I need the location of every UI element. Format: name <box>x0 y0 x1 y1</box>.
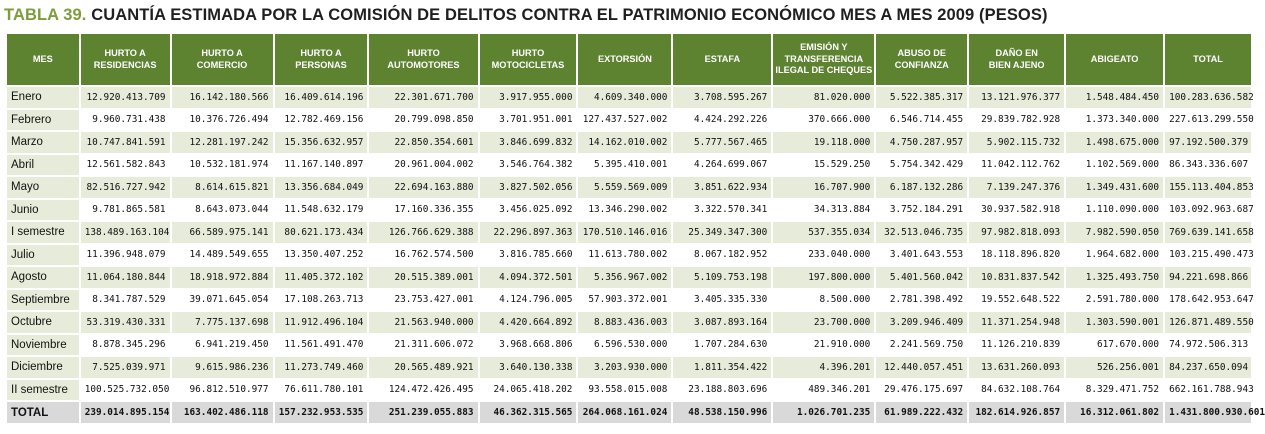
value-cell: 5.109.753.198 <box>673 267 771 288</box>
value-cell: 11.548.632.179 <box>275 200 368 221</box>
value-cell: 15.529.250 <box>773 155 874 176</box>
value-cell: 34.313.884 <box>773 200 874 221</box>
column-header-line: CONFIANZA <box>894 59 949 70</box>
value-cell: 4.124.796.005 <box>480 290 577 311</box>
column-header-line: DAÑO EN <box>995 48 1038 58</box>
table-body <box>7 87 1265 423</box>
value-cell: 8.341.787.529 <box>81 290 170 311</box>
value-cell: 22.850.354.601 <box>369 132 477 153</box>
column-header <box>369 34 477 85</box>
value-cell: 2.781.398.492 <box>876 290 967 311</box>
value-cell: 3.917.955.000 <box>480 87 577 108</box>
value-cell: 25.349.347.300 <box>673 222 771 243</box>
value-cell: 86.343.336.607 <box>1165 155 1251 176</box>
value-cell: 8.329.471.752 <box>1066 380 1163 401</box>
value-cell: 8.500.000 <box>773 290 874 311</box>
value-cell: 769.639.141.658 <box>1165 222 1251 243</box>
value-cell: 3.851.622.934 <box>673 177 771 198</box>
value-cell: 178.642.953.647 <box>1165 290 1251 311</box>
value-cell: 13.350.407.252 <box>275 245 368 266</box>
value-cell: 8.614.615.821 <box>172 177 273 198</box>
value-cell: 103.092.963.687 <box>1165 200 1251 221</box>
value-cell: 22.694.163.880 <box>369 177 477 198</box>
value-cell: 18.118.896.820 <box>969 245 1064 266</box>
value-cell: 127.437.527.002 <box>578 110 671 131</box>
value-cell: 15.356.632.957 <box>275 132 368 153</box>
value-cell: 5.522.385.317 <box>876 87 967 108</box>
column-header-line: PERSONAS <box>295 59 347 70</box>
value-cell: 20.799.098.850 <box>369 110 477 131</box>
value-cell: 23.753.427.001 <box>369 290 477 311</box>
value-cell: 16.409.614.196 <box>275 87 368 108</box>
value-cell: 3.708.595.267 <box>673 87 771 108</box>
value-cell: 617.670.000 <box>1066 335 1163 356</box>
value-cell: 3.203.930.000 <box>578 357 671 378</box>
table-number: TABLA 39. <box>4 6 87 24</box>
column-header-line: ESTAFA <box>704 53 741 64</box>
value-cell: 20.961.004.002 <box>369 155 477 176</box>
value-cell: 14.489.549.655 <box>172 245 273 266</box>
value-cell: 12.782.469.156 <box>275 110 368 131</box>
value-cell: 3.816.785.660 <box>480 245 577 266</box>
value-cell: 3.546.764.382 <box>480 155 577 176</box>
total-value-cell: 16.312.061.802 <box>1066 402 1163 423</box>
column-header-line: ILEGAL DE CHEQUES <box>775 65 873 76</box>
column-header <box>673 34 771 85</box>
column-header-line: MES <box>32 53 53 64</box>
value-cell: 74.972.506.313 <box>1165 335 1251 356</box>
table-row <box>7 177 1251 198</box>
total-value-cell: 251.239.055.883 <box>369 402 477 423</box>
month-cell: Marzo <box>7 132 79 153</box>
value-cell: 11.273.749.460 <box>275 357 368 378</box>
month-cell: Julio <box>7 245 79 266</box>
value-cell: 4.609.340.000 <box>578 87 671 108</box>
table-caption: CUANTÍA ESTIMADA POR LA COMISIÓN DE DELITOS CONTRA EL PATRIMONIO ECONÓMICO MES A MES 2009 (PESOS) <box>91 6 1048 24</box>
value-cell: 11.371.254.948 <box>969 312 1064 333</box>
value-cell: 16.762.574.500 <box>369 245 477 266</box>
value-cell: 5.395.410.001 <box>578 155 671 176</box>
column-header-line: EXTORSIÓN <box>597 53 652 64</box>
value-cell: 23.188.803.696 <box>673 380 771 401</box>
column-header-line: COMERCIO <box>196 59 248 70</box>
column-header <box>275 34 368 85</box>
value-cell: 1.325.493.750 <box>1066 267 1163 288</box>
column-header <box>7 34 79 85</box>
value-cell: 4.396.201 <box>773 357 874 378</box>
value-cell: 8.643.073.044 <box>172 200 273 221</box>
value-cell: 19.552.648.522 <box>969 290 1064 311</box>
table-row <box>7 380 1251 401</box>
table-title <box>4 2 1048 28</box>
value-cell: 11.064.180.844 <box>81 267 170 288</box>
total-value-cell: 157.232.953.535 <box>275 402 368 423</box>
column-header-line: ABIGEATO <box>1090 53 1139 64</box>
value-cell: 9.615.986.236 <box>172 357 273 378</box>
value-cell: 97.982.818.093 <box>969 222 1064 243</box>
value-cell: 96.812.510.977 <box>172 380 273 401</box>
total-value-cell: 163.402.486.118 <box>172 402 273 423</box>
total-value-cell: 1.431.800.930.601 <box>1165 402 1251 423</box>
total-row <box>7 402 1251 423</box>
month-cell: I semestre <box>7 222 79 243</box>
total-value-cell: 1.026.701.235 <box>773 402 874 423</box>
value-cell: 16.142.180.566 <box>172 87 273 108</box>
value-cell: 124.472.426.495 <box>369 380 477 401</box>
value-cell: 53.319.430.331 <box>81 312 170 333</box>
month-cell: Febrero <box>7 110 79 131</box>
value-cell: 11.561.491.470 <box>275 335 368 356</box>
column-header <box>773 34 874 85</box>
value-cell: 22.296.897.363 <box>480 222 577 243</box>
column-header-line: TOTAL <box>1193 53 1223 64</box>
value-cell: 6.187.132.286 <box>876 177 967 198</box>
value-cell: 11.396.948.079 <box>81 245 170 266</box>
value-cell: 19.118.000 <box>773 132 874 153</box>
column-header <box>81 34 170 85</box>
month-cell: Abril <box>7 155 79 176</box>
value-cell: 24.065.418.202 <box>480 380 577 401</box>
column-header-line: HURTO <box>511 48 545 58</box>
value-cell: 7.139.247.376 <box>969 177 1064 198</box>
value-cell: 3.401.643.553 <box>876 245 967 266</box>
column-header-line: BIEN AJENO <box>988 59 1045 70</box>
value-cell: 82.516.727.942 <box>81 177 170 198</box>
value-cell: 9.781.865.581 <box>81 200 170 221</box>
value-cell: 20.565.489.921 <box>369 357 477 378</box>
value-cell: 3.701.951.001 <box>480 110 577 131</box>
value-cell: 97.192.500.379 <box>1165 132 1251 153</box>
month-cell: Mayo <box>7 177 79 198</box>
value-cell: 170.510.146.016 <box>578 222 671 243</box>
value-cell: 3.846.699.832 <box>480 132 577 153</box>
value-cell: 526.256.001 <box>1066 357 1163 378</box>
value-cell: 11.126.210.839 <box>969 335 1064 356</box>
column-header <box>480 34 577 85</box>
value-cell: 16.707.900 <box>773 177 874 198</box>
column-header-line: AUTOMOTORES <box>387 59 460 70</box>
value-cell: 14.162.010.002 <box>578 132 671 153</box>
value-cell: 7.525.039.971 <box>81 357 170 378</box>
month-cell: Octubre <box>7 312 79 333</box>
table-row <box>7 200 1251 221</box>
month-cell: Septiembre <box>7 290 79 311</box>
table-row <box>7 312 1251 333</box>
data-table <box>5 32 1265 425</box>
value-cell: 57.903.372.001 <box>578 290 671 311</box>
value-cell: 126.871.489.550 <box>1165 312 1251 333</box>
column-header-line: HURTO <box>407 48 440 58</box>
column-header-line: EMISIÓN Y <box>800 42 848 53</box>
value-cell: 39.071.645.054 <box>172 290 273 311</box>
value-cell: 11.042.112.762 <box>969 155 1064 176</box>
value-cell: 13.631.260.093 <box>969 357 1064 378</box>
value-cell: 3.405.335.330 <box>673 290 771 311</box>
table-row <box>7 132 1251 153</box>
value-cell: 227.613.299.550 <box>1165 110 1251 131</box>
value-cell: 13.346.290.002 <box>578 200 671 221</box>
value-cell: 8.878.345.296 <box>81 335 170 356</box>
value-cell: 11.912.496.104 <box>275 312 368 333</box>
value-cell: 138.489.163.104 <box>81 222 170 243</box>
table-row <box>7 155 1251 176</box>
value-cell: 537.355.034 <box>773 222 874 243</box>
value-cell: 20.515.389.001 <box>369 267 477 288</box>
total-label: TOTAL <box>7 402 79 423</box>
column-header-line: HURTO A <box>104 48 146 58</box>
column-header-line: MOTOCICLETAS <box>491 59 565 70</box>
value-cell: 233.040.000 <box>773 245 874 266</box>
value-cell: 3.209.946.409 <box>876 312 967 333</box>
value-cell: 93.558.015.008 <box>578 380 671 401</box>
total-value-cell: 46.362.315.565 <box>480 402 577 423</box>
month-cell: Noviembre <box>7 335 79 356</box>
value-cell: 126.766.629.388 <box>369 222 477 243</box>
value-cell: 80.621.173.434 <box>275 222 368 243</box>
value-cell: 4.420.664.892 <box>480 312 577 333</box>
month-cell: Junio <box>7 200 79 221</box>
value-cell: 1.498.675.000 <box>1066 132 1163 153</box>
column-header <box>172 34 273 85</box>
table-row <box>7 357 1251 378</box>
table-row <box>7 245 1251 266</box>
value-cell: 1.373.340.000 <box>1066 110 1163 131</box>
value-cell: 100.525.732.050 <box>81 380 170 401</box>
column-header-line: TRANSFERENCIA <box>784 53 864 64</box>
value-cell: 5.777.567.465 <box>673 132 771 153</box>
value-cell: 21.311.606.072 <box>369 335 477 356</box>
value-cell: 4.750.287.957 <box>876 132 967 153</box>
value-cell: 5.902.115.732 <box>969 132 1064 153</box>
value-cell: 1.102.569.000 <box>1066 155 1163 176</box>
column-header <box>876 34 967 85</box>
value-cell: 13.356.684.049 <box>275 177 368 198</box>
value-cell: 10.831.837.542 <box>969 267 1064 288</box>
value-cell: 155.113.404.853 <box>1165 177 1251 198</box>
value-cell: 18.918.972.884 <box>172 267 273 288</box>
total-value-cell: 239.014.895.154 <box>81 402 170 423</box>
column-header <box>1165 34 1251 85</box>
month-cell: Enero <box>7 87 79 108</box>
value-cell: 29.476.175.697 <box>876 380 967 401</box>
value-cell: 8.067.182.952 <box>673 245 771 266</box>
header-row <box>7 34 1251 85</box>
value-cell: 197.800.000 <box>773 267 874 288</box>
column-header <box>578 34 671 85</box>
table-row <box>7 222 1251 243</box>
value-cell: 4.094.372.501 <box>480 267 577 288</box>
value-cell: 81.020.000 <box>773 87 874 108</box>
value-cell: 12.561.582.843 <box>81 155 170 176</box>
value-cell: 1.811.354.422 <box>673 357 771 378</box>
value-cell: 6.941.219.450 <box>172 335 273 356</box>
value-cell: 5.401.560.042 <box>876 267 967 288</box>
table-row <box>7 267 1251 288</box>
value-cell: 3.087.893.164 <box>673 312 771 333</box>
value-cell: 11.405.372.102 <box>275 267 368 288</box>
value-cell: 76.611.780.101 <box>275 380 368 401</box>
value-cell: 12.281.197.242 <box>172 132 273 153</box>
value-cell: 11.167.140.897 <box>275 155 368 176</box>
value-cell: 22.301.671.700 <box>369 87 477 108</box>
value-cell: 32.513.046.735 <box>876 222 967 243</box>
table-row <box>7 87 1251 108</box>
month-cell: II semestre <box>7 380 79 401</box>
value-cell: 7.775.137.698 <box>172 312 273 333</box>
value-cell: 662.161.788.943 <box>1165 380 1251 401</box>
column-header <box>969 34 1064 85</box>
value-cell: 6.596.530.000 <box>578 335 671 356</box>
column-header <box>1066 34 1163 85</box>
value-cell: 94.221.698.866 <box>1165 267 1251 288</box>
value-cell: 21.563.940.000 <box>369 312 477 333</box>
value-cell: 2.591.780.000 <box>1066 290 1163 311</box>
table-row <box>7 290 1251 311</box>
value-cell: 3.640.130.338 <box>480 357 577 378</box>
value-cell: 3.322.570.341 <box>673 200 771 221</box>
value-cell: 5.754.342.429 <box>876 155 967 176</box>
value-cell: 5.356.967.002 <box>578 267 671 288</box>
value-cell: 1.349.431.600 <box>1066 177 1163 198</box>
value-cell: 1.110.090.000 <box>1066 200 1163 221</box>
value-cell: 12.920.413.709 <box>81 87 170 108</box>
value-cell: 29.839.782.928 <box>969 110 1064 131</box>
total-value-cell: 182.614.926.857 <box>969 402 1064 423</box>
value-cell: 5.559.569.009 <box>578 177 671 198</box>
value-cell: 370.666.000 <box>773 110 874 131</box>
total-value-cell: 264.068.161.024 <box>578 402 671 423</box>
value-cell: 10.747.841.591 <box>81 132 170 153</box>
value-cell: 17.108.263.713 <box>275 290 368 311</box>
value-cell: 66.589.975.141 <box>172 222 273 243</box>
total-value-cell: 61.989.222.432 <box>876 402 967 423</box>
value-cell: 12.440.057.451 <box>876 357 967 378</box>
total-value-cell: 48.538.150.996 <box>673 402 771 423</box>
column-header-line: HURTO A <box>300 48 342 58</box>
value-cell: 21.910.000 <box>773 335 874 356</box>
value-cell: 1.707.284.630 <box>673 335 771 356</box>
value-cell: 9.960.731.438 <box>81 110 170 131</box>
value-cell: 3.456.025.092 <box>480 200 577 221</box>
value-cell: 10.376.726.494 <box>172 110 273 131</box>
month-cell: Diciembre <box>7 357 79 378</box>
value-cell: 8.883.436.003 <box>578 312 671 333</box>
column-header-line: RESIDENCIAS <box>93 59 157 70</box>
value-cell: 30.937.582.918 <box>969 200 1064 221</box>
value-cell: 1.303.590.001 <box>1066 312 1163 333</box>
value-cell: 6.546.714.455 <box>876 110 967 131</box>
value-cell: 84.237.650.094 <box>1165 357 1251 378</box>
value-cell: 103.215.490.473 <box>1165 245 1251 266</box>
value-cell: 4.264.699.067 <box>673 155 771 176</box>
table-row <box>7 110 1251 131</box>
table-row <box>7 335 1251 356</box>
value-cell: 100.283.636.582 <box>1165 87 1251 108</box>
value-cell: 3.752.184.291 <box>876 200 967 221</box>
column-header-line: HURTO A <box>201 48 243 58</box>
value-cell: 11.613.780.002 <box>578 245 671 266</box>
value-cell: 17.160.336.355 <box>369 200 477 221</box>
value-cell: 4.424.292.226 <box>673 110 771 131</box>
value-cell: 489.346.201 <box>773 380 874 401</box>
value-cell: 84.632.108.764 <box>969 380 1064 401</box>
value-cell: 1.548.484.450 <box>1066 87 1163 108</box>
month-cell: Agosto <box>7 267 79 288</box>
value-cell: 3.968.668.806 <box>480 335 577 356</box>
value-cell: 1.964.682.000 <box>1066 245 1163 266</box>
value-cell: 2.241.569.750 <box>876 335 967 356</box>
value-cell: 3.827.502.056 <box>480 177 577 198</box>
value-cell: 13.121.976.377 <box>969 87 1064 108</box>
column-header-line: ABUSO DE <box>897 48 946 58</box>
value-cell: 7.982.590.050 <box>1066 222 1163 243</box>
value-cell: 10.532.181.974 <box>172 155 273 176</box>
value-cell: 23.700.000 <box>773 312 874 333</box>
